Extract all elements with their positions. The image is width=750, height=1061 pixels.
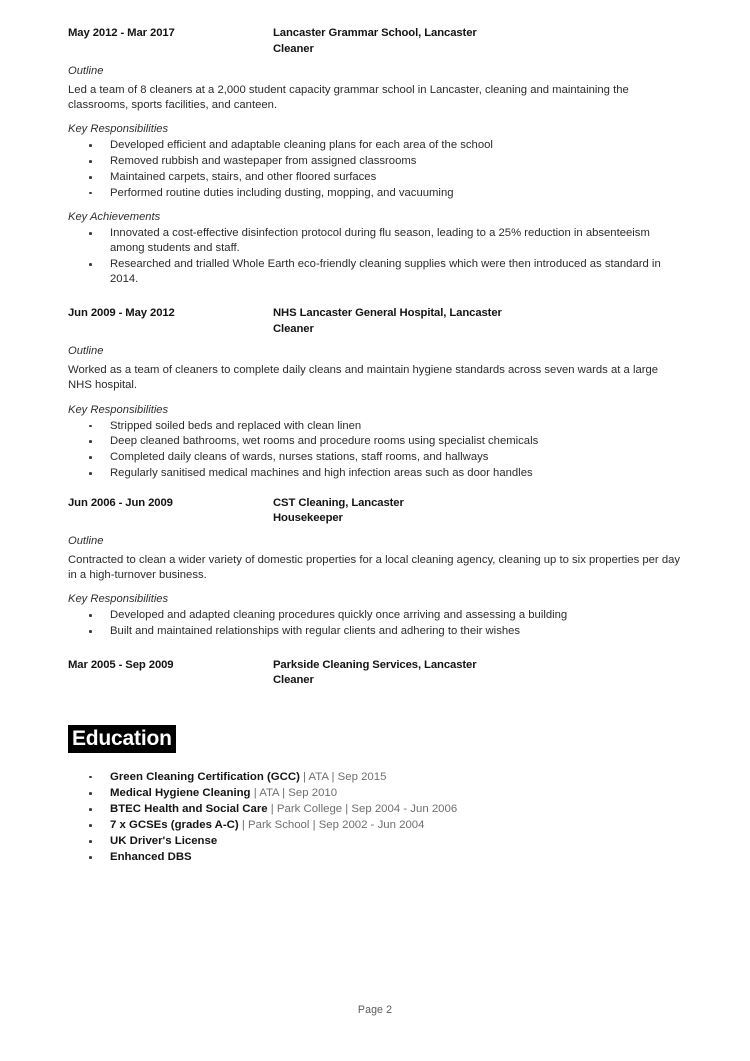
list-item: Researched and trialled Whole Earth eco-friendly cleaning supplies which were then introduced as standard in 2014. xyxy=(68,257,682,288)
education-meta: | ATA | Sep 2015 xyxy=(299,770,387,783)
outline-text: Worked as a team of cleaners to complete daily cleans and maintain hygiene standards across seven wards at a large NHS hospital. xyxy=(68,364,659,392)
responsibilities-list xyxy=(68,608,682,639)
education-section xyxy=(68,725,682,866)
list-item: Built and maintained relationships with regular clients and adhering to their wishes xyxy=(68,624,682,639)
education-name: Medical Hygiene Cleaning xyxy=(110,786,251,799)
education-name: 7 x GCSEs (grades A-C) xyxy=(110,819,239,832)
education-meta: | Park College | Sep 2004 - Jun 2006 xyxy=(267,803,458,816)
job-header xyxy=(68,496,682,527)
job-dates: May 2012 - Mar 2017 xyxy=(68,27,175,39)
spacer xyxy=(68,288,682,306)
experience-entry xyxy=(68,658,682,689)
achievements-list xyxy=(68,226,682,288)
list-item xyxy=(68,769,682,785)
job-title: Cleaner xyxy=(273,322,314,335)
list-item: Deep cleaned bathrooms, wet rooms and procedure rooms using specialist chemicals xyxy=(68,434,682,449)
list-item xyxy=(68,817,682,833)
spacer xyxy=(68,753,682,769)
education-name: BTEC Health and Social Care xyxy=(110,803,268,816)
education-meta: | Park School | Sep 2002 - Jun 2004 xyxy=(238,819,425,832)
outline-label: Outline xyxy=(68,345,104,358)
list-item: Maintained carpets, stairs, and other floored surfaces xyxy=(68,170,682,185)
list-item: Regularly sanitised medical machines and high infection areas such as door handles xyxy=(68,466,682,481)
list-item xyxy=(68,833,682,849)
outline-label: Outline xyxy=(68,534,104,547)
job-title: Cleaner xyxy=(273,42,314,55)
education-name: Enhanced DBS xyxy=(110,851,192,864)
list-item xyxy=(68,785,682,801)
experience-entry xyxy=(68,306,682,481)
spacer xyxy=(68,695,682,725)
job-org xyxy=(273,496,682,527)
job-company: Parkside Cleaning Services, Lancaster xyxy=(273,658,477,671)
job-org xyxy=(273,26,682,57)
outline-text: Led a team of 8 cleaners at a 2,000 student capacity grammar school in Lancaster, cleaning and maintaining the classrooms, sports facilities, and canteen. xyxy=(68,84,629,112)
achievements-label: Key Achievements xyxy=(68,211,161,224)
list-item xyxy=(68,801,682,817)
list-item: Developed and adapted cleaning procedures quickly once arriving and assessing a building xyxy=(68,608,682,623)
responsibilities-list xyxy=(68,419,682,482)
list-item: Completed daily cleans of wards, nurses stations, staff rooms, and hallways xyxy=(68,450,682,465)
section-heading-education: Education xyxy=(68,725,176,753)
experience-entry xyxy=(68,26,682,288)
job-org xyxy=(273,306,682,337)
responsibilities-list xyxy=(68,138,682,201)
job-title: Housekeeper xyxy=(273,512,343,525)
experience-entry xyxy=(68,496,682,640)
job-header xyxy=(68,26,682,57)
job-header xyxy=(68,658,682,689)
job-header xyxy=(68,306,682,337)
education-name: Green Cleaning Certification (GCC) xyxy=(110,770,300,783)
outline-text: Contracted to clean a wider variety of domestic properties for a local cleaning agency, cleaning up to six properties per day in a high-turnover business. xyxy=(68,553,681,582)
spacer xyxy=(68,640,682,658)
job-dates: Jun 2006 - Jun 2009 xyxy=(68,496,173,509)
list-item: Performed routine duties including dusting, mopping, and vacuuming xyxy=(68,186,682,201)
education-heading-wrap xyxy=(68,725,682,753)
list-item: Innovated a cost-effective disinfection protocol during flu season, leading to a 25% reduction in absenteeism among students and staff. xyxy=(68,226,682,257)
job-company: CST Cleaning, Lancaster xyxy=(273,496,404,509)
spacer xyxy=(68,482,682,496)
responsibilities-label: Key Responsibilities xyxy=(68,123,169,136)
responsibilities-label: Key Responsibilities xyxy=(68,593,169,606)
list-item: Removed rubbish and wastepaper from assigned classrooms xyxy=(68,154,682,169)
list-item: Stripped soiled beds and replaced with clean linen xyxy=(68,419,682,434)
job-org xyxy=(273,658,682,689)
job-company: Lancaster Grammar School, Lancaster xyxy=(273,27,477,39)
list-item xyxy=(68,849,682,865)
education-meta: | ATA | Sep 2010 xyxy=(250,786,338,799)
outline-label: Outline xyxy=(68,65,104,77)
list-item: Developed efficient and adaptable cleaning plans for each area of the school xyxy=(68,138,682,153)
job-title: Cleaner xyxy=(273,674,314,687)
job-dates: Jun 2009 - May 2012 xyxy=(68,307,175,320)
job-dates: Mar 2005 - Sep 2009 xyxy=(68,658,174,671)
responsibilities-label: Key Responsibilities xyxy=(68,403,169,416)
education-name: UK Driver's License xyxy=(110,835,218,848)
page-footer: Page 2 xyxy=(357,1004,393,1016)
job-company: NHS Lancaster General Hospital, Lancaster xyxy=(273,307,502,320)
education-list xyxy=(68,769,682,866)
